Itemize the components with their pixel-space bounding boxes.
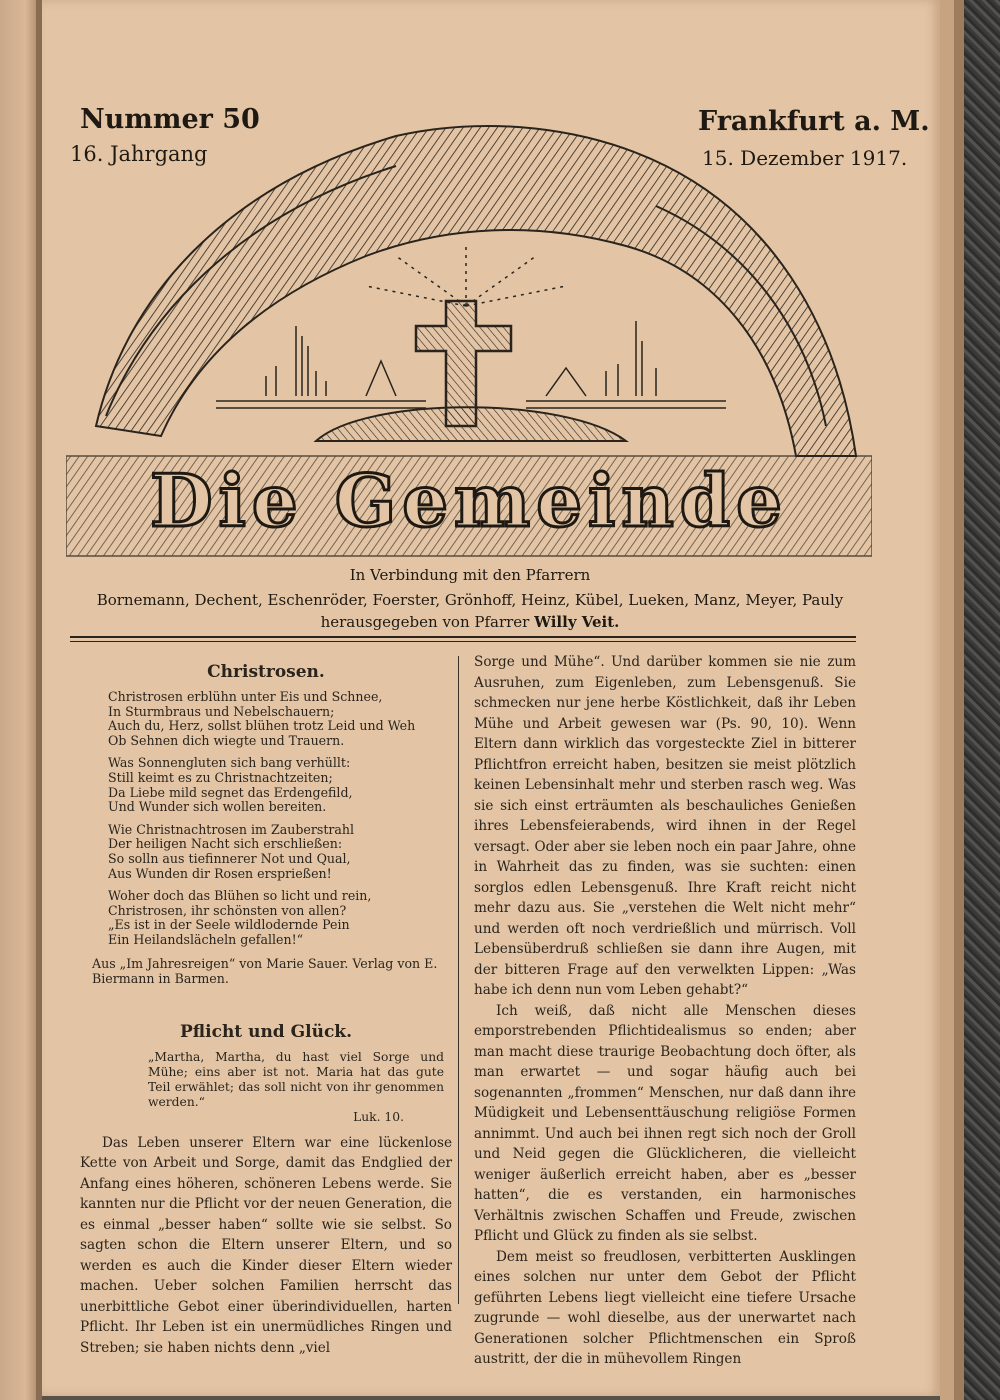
masthead-title: Die Gemeinde bbox=[150, 458, 788, 543]
poem-title: Christrosen. bbox=[207, 662, 325, 682]
poem-attribution: Aus „Im Jahresreigen“ von Marie Sauer. Verlag von E. Biermann in Barmen. bbox=[92, 955, 438, 986]
poem-stanza bbox=[108, 889, 452, 947]
poem-line: Aus Wunden dir Rosen ersprießen! bbox=[108, 865, 332, 881]
poem-line: Auch du, Herz, sollst blühen trotz Leid und Weh bbox=[108, 718, 416, 734]
left-column bbox=[80, 652, 452, 1358]
poem-line: Ob Sehnen dich wiegte und Trauern. bbox=[108, 732, 345, 748]
editor-name: Willy Veit. bbox=[534, 613, 620, 631]
article-paragraph: Dem meist so freudlosen, verbitterten Ausklingen eines solchen nur unter dem Gebot der Pflicht geführten Lebens liegt vielleicht eine tiefere Ursache zugrunde — wohl dieselbe, aus der unerwartet nach Generationen solcher Pflichtmenschen ein Sproß austritt, der die in mühevollem Ringen bbox=[474, 1248, 856, 1367]
motto-reference: Luk. 10. bbox=[353, 1109, 404, 1124]
light-rays bbox=[366, 246, 566, 306]
poem-line: In Sturmbraus und Nebelschauern; bbox=[108, 703, 335, 719]
right-column bbox=[474, 652, 856, 1370]
masthead-illustration bbox=[66, 96, 872, 566]
editor-prefix: herausgegeben von Pfarrer bbox=[320, 613, 530, 631]
header-rule-thin bbox=[70, 641, 856, 642]
poem-line: Woher doch das Blühen so licht und rein, bbox=[108, 888, 372, 904]
poem-line: Christrosen, ihr schönsten von allen? bbox=[108, 902, 347, 918]
poem-line: Da Liebe mild segnet das Erdengefild, bbox=[108, 784, 353, 800]
article-paragraph: Ich weiß, daß nicht alle Menschen dieses emporstrebenden Pflichtidealismus so enden; aber man macht diese traurige Beobachtung doch öfter, als man erwartet — und sogar häufig auch bei sogenannten „frommen“ Menschen, nur daß dann ihre Müdigkeit und Lebensenttäuschung religiöse Formen annimmt. Und auch bei ihnen regt sich noch der Groll und Neid gegen die Glücklicheren, die vielleicht weniger äußerlich erreicht haben, aber es „besser hatten“, die es verstanden, ein harmonisches Verhältnis zwischen Schaffen und Freude, zwischen Pflicht und Glück zu finden als sie selbst. bbox=[474, 1002, 856, 1244]
book-cover-edge bbox=[964, 0, 1000, 1400]
poem-line: Still keimt es zu Christnachtzeiten; bbox=[108, 769, 333, 785]
article-paragraph: Sorge und Mühe“. Und darüber kommen sie nie zum Ausruhen, zum Eigenleben, zum Lebensgenuß. Sie schmecken nur jene herbe Köstlichkeit, daß ihr Leben Mühe und Arbeit gewesen war (Ps. 90, 10). Wenn Eltern dann wirklich das vorgesteckte Ziel in bitterer Pflichtfron erreicht haben, besitzen sie meist plötzlich keinen Lebensinhalt mehr und sterben rasch weg. Was sie sich einst erträumten als beschauliches Genießen ihres Lebensfeierabends, wird ihnen in der Regel versagt. Oder aber sie leben noch ein paar Jahre, ohne in Wahrheit das zu finden, was sie suchten: einen sorglos edlen Lebensgenuß. Ihre Kraft reicht nicht mehr dazu aus. Sie „verstehen die Welt nicht mehr“ und werden oft noch verdrießlich und mürrisch. Voll Lebensüberdruß schließen sie dann ihre Augen, mit der bitteren Frage auf den verwelkten Lippen: „Was habe ich denn nun vom Leben gehabt?“ bbox=[474, 654, 856, 998]
pastors-list: Bornemann, Dechent, Eschenröder, Foerster, Grönhoff, Heinz, Kübel, Lueken, Manz, Meyer, Pauly bbox=[96, 591, 844, 609]
article-title: Pflicht und Glück. bbox=[180, 1021, 352, 1042]
city-right bbox=[526, 321, 726, 408]
column-separator bbox=[458, 656, 459, 1304]
poem-line: Christrosen erblühn unter Eis und Schnee, bbox=[108, 689, 383, 704]
article-paragraph: Das Leben unserer Eltern war eine lückenlose Kette von Arbeit und Sorge, damit das Endglied der Anfang eines höheren, schöneren Lebens werde. Sie kannten nur die Pflicht vor der neuen Generation, die es einmal „besser haben“ sollte wie sie selbst. So sagten schon die Eltern unserer Eltern, und so werden es auch die Kinder dieser Eltern wieder machen. Ueber solchen Familien herrscht das unerbittliche Gebot einer überindividuellen, harten Pflicht. Ihr Leben ist ein unermüdliches Ringen und Streben; sie haben nichts denn „viel bbox=[80, 1134, 452, 1356]
issue-number: Nummer 50 bbox=[80, 104, 260, 135]
poem-stanza bbox=[108, 823, 452, 881]
poem-line: Und Wunder sich wollen bereiten. bbox=[108, 799, 327, 815]
motto-text: „Martha, Martha, du hast viel Sorge und Mühe; eins aber ist not. Maria hat das gute Teil erwählet; das soll nicht von ihr genommen werden.“ bbox=[148, 1049, 444, 1109]
city-left bbox=[216, 326, 426, 408]
header-rule bbox=[70, 636, 856, 638]
poem-stanza bbox=[108, 756, 452, 814]
volume-year: 16. Jahrgang bbox=[70, 142, 208, 166]
poem-line: „Es ist in der Seele wildlodernde Pein bbox=[108, 917, 350, 933]
previous-page-edge bbox=[0, 0, 36, 1400]
article-motto bbox=[148, 1050, 444, 1125]
issue-date: 15. Dezember 1917. bbox=[702, 146, 908, 170]
poem-line: Was Sonnengluten sich bang verhüllt: bbox=[108, 755, 351, 771]
grave-mound bbox=[316, 407, 626, 441]
poem-line: Wie Christnachtrosen im Zauberstrahl bbox=[108, 821, 355, 837]
page-stack-edge bbox=[940, 0, 954, 1400]
publication-place: Frankfurt a. M. bbox=[698, 106, 930, 137]
poem-line: Der heiligen Nacht sich erschließen: bbox=[108, 836, 343, 852]
poem-stanza bbox=[108, 690, 452, 748]
poem-line: So solln aus tiefinnerer Not und Qual, bbox=[108, 850, 351, 866]
editor-line bbox=[60, 613, 880, 631]
poem-line: Ein Heilandslächeln gefallen!“ bbox=[108, 931, 304, 947]
page-stack-edge-dark bbox=[954, 0, 964, 1400]
collaboration-line: In Verbindung mit den Pfarrern bbox=[349, 566, 591, 584]
